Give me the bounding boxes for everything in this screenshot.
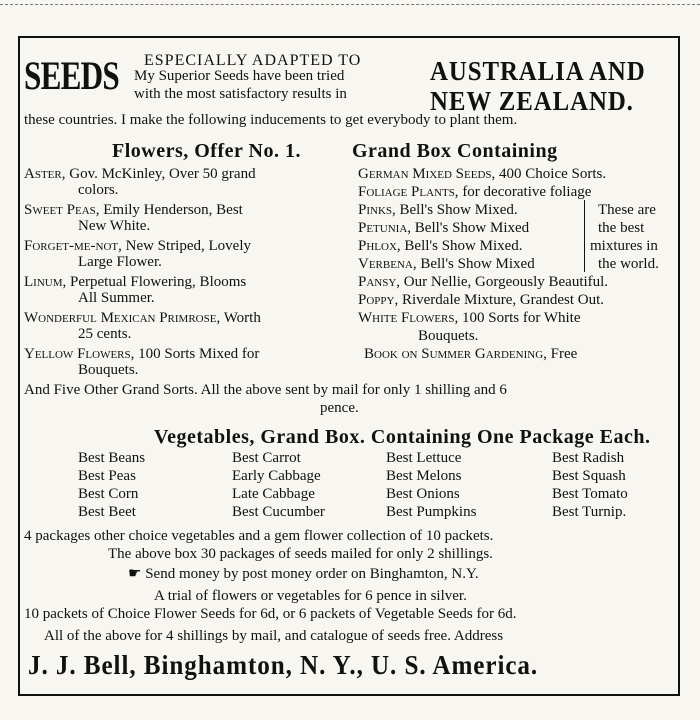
- vegetable-item: Best Cucumber: [232, 504, 325, 520]
- flower-desc-cont: Bouquets.: [78, 362, 139, 378]
- flower-desc: Gov. McKinley, Over 50 grand: [65, 166, 256, 182]
- pointing-hand-icon: ☛: [128, 566, 142, 582]
- flower-desc: 100 Sorts Mixed for: [134, 346, 260, 362]
- grand-box-item: [358, 274, 608, 291]
- vegetable-item: Best Pumpkins: [386, 504, 477, 520]
- grand-box-heading: Grand Box Containing: [352, 140, 558, 162]
- grand-box-name: Foliage Plants,: [358, 184, 459, 200]
- flower-desc-cont: colors.: [78, 182, 119, 198]
- grand-box-name: Phlox,: [358, 238, 401, 254]
- grand-box-desc: 400 Choice Sorts.: [495, 166, 607, 182]
- vegetable-item: Best Squash: [552, 468, 626, 484]
- grand-box-name: Book on Summer Gardening,: [364, 346, 547, 362]
- grand-box-name: White Flowers,: [358, 310, 459, 326]
- note-divider: [584, 200, 585, 272]
- flower-desc: Emily Henderson, Best: [99, 202, 243, 218]
- flower-item: [24, 202, 243, 219]
- grand-box-item: [358, 202, 518, 219]
- flowers-heading: Flowers, Offer No. 1.: [112, 140, 301, 162]
- note-line: These are: [598, 202, 656, 218]
- grand-box-item: [418, 328, 478, 345]
- vegetable-item: Best Beans: [78, 450, 146, 466]
- grand-box-desc: Bell's Show Mixed.: [395, 202, 518, 218]
- grand-box-name: Pinks,: [358, 202, 396, 218]
- intro-line-1: My Superior Seeds have been tried: [134, 68, 345, 84]
- grand-box-item: [358, 310, 580, 327]
- grand-box-desc: Free: [546, 346, 578, 362]
- flower-name: Linum,: [24, 274, 67, 290]
- new-zealand-heading: NEW ZEALAND.: [430, 86, 634, 116]
- vegetable-item: Best Melons: [386, 468, 462, 484]
- note-line: the world.: [598, 256, 659, 272]
- vegetables-heading: Vegetables, Grand Box. Containing One Package Each.: [154, 426, 651, 448]
- flower-item: [24, 346, 259, 363]
- vegetable-item: Best Onions: [386, 486, 460, 502]
- grand-box-name: German Mixed Seeds,: [358, 166, 496, 182]
- flower-desc-cont: 25 cents.: [78, 326, 132, 342]
- grand-box-desc: Bell's Show Mixed.: [400, 238, 523, 254]
- note-line: the best: [598, 220, 645, 236]
- vegetable-item: Best Radish: [552, 450, 625, 466]
- flower-desc-cont: All Summer.: [78, 290, 155, 306]
- grand-box-name: Verbena,: [358, 256, 417, 272]
- grand-box-item: [358, 238, 523, 255]
- grand-box-desc: 100 Sorts for White: [458, 310, 581, 326]
- note-line: mixtures in: [590, 238, 658, 254]
- vegetable-item: Best Tomato: [552, 486, 628, 502]
- grand-box-item: [358, 220, 529, 237]
- flower-desc: Worth: [220, 310, 261, 326]
- flower-item: [24, 238, 251, 255]
- vegetable-item: Early Cabbage: [232, 468, 321, 484]
- grand-box-desc: Our Nellie, Gorgeously Beautiful.: [400, 274, 609, 290]
- flower-desc: Perpetual Flowering, Blooms: [66, 274, 247, 290]
- flower-desc-cont: Large Flower.: [78, 254, 162, 270]
- vegetable-item: Best Beet: [78, 504, 136, 520]
- flower-item: [24, 166, 256, 183]
- advertiser-signature: J. J. Bell, Binghamton, N. Y., U. S. America.: [28, 650, 539, 680]
- especially-adapted: ESPECIALLY ADAPTED TO: [144, 52, 362, 69]
- flower-desc: New Striped, Lovely: [121, 238, 251, 254]
- footer-line-4: A trial of flowers or vegetables for 6 pence in silver.: [154, 588, 467, 604]
- vegetable-item: Best Carrot: [232, 450, 301, 466]
- grand-box-desc: Riverdale Mixture, Grandest Out.: [398, 292, 604, 308]
- vegetable-item: Best Corn: [78, 486, 139, 502]
- grand-box-name: Pansy,: [358, 274, 401, 290]
- footer-line-1: 4 packages other choice vegetables and a gem flower collection of 10 packets.: [24, 528, 494, 544]
- grand-box-desc: Bell's Show Mixed: [411, 220, 530, 236]
- vegetable-item: Best Peas: [78, 468, 136, 484]
- offer-line-1: And Five Other Grand Sorts. All the above sent by mail for only 1 shilling and 6: [24, 382, 507, 398]
- footer-line-5: 10 packets of Choice Flower Seeds for 6d, or 6 packets of Vegetable Seeds for 6d.: [24, 606, 517, 622]
- flower-name: Aster,: [24, 166, 66, 182]
- flower-name: Wonderful Mexican Primrose,: [24, 310, 221, 326]
- flower-name: Yellow Flowers,: [24, 346, 135, 362]
- grand-box-item: [358, 184, 591, 201]
- grand-box-item: [358, 292, 604, 309]
- grand-box-desc: Bouquets.: [418, 328, 479, 344]
- flower-item: [24, 274, 246, 291]
- footer-line-3-wrap: [128, 564, 479, 583]
- footer-line-2: The above box 30 packages of seeds mailed for only 2 shillings.: [108, 546, 493, 562]
- grand-box-desc: Bell's Show Mixed: [416, 256, 535, 272]
- grand-box-desc: for decorative foliage: [458, 184, 592, 200]
- vegetable-item: Late Cabbage: [232, 486, 315, 502]
- flower-desc-cont: New White.: [78, 218, 151, 234]
- grand-box-item: [364, 346, 577, 363]
- footer-line-3: Send money by post money order on Binghamton, N.Y.: [145, 566, 479, 582]
- flower-name: Forget-me-not,: [24, 238, 122, 254]
- australia-heading: AUSTRALIA AND: [430, 56, 646, 86]
- intro-line-2: with the most satisfactory results in: [134, 86, 347, 102]
- seed-advertisement: [18, 36, 680, 696]
- vegetable-item: Best Lettuce: [386, 450, 462, 466]
- grand-box-item: [358, 256, 535, 273]
- flower-name: Sweet Peas,: [24, 202, 100, 218]
- offer-line-2: pence.: [320, 400, 359, 416]
- vegetable-item: Best Turnip.: [552, 504, 627, 520]
- intro-line-3: these countries. I make the following inducements to get everybody to plant them.: [24, 112, 518, 128]
- footer-line-6: All of the above for 4 shillings by mail, and catalogue of seeds free. Address: [44, 628, 504, 644]
- grand-box-item: [358, 166, 606, 183]
- grand-box-name: Petunia,: [358, 220, 412, 236]
- page-rule: [0, 4, 700, 5]
- flower-item: [24, 310, 261, 327]
- grand-box-name: Poppy,: [358, 292, 399, 308]
- seeds-title: SEEDS: [24, 53, 119, 98]
